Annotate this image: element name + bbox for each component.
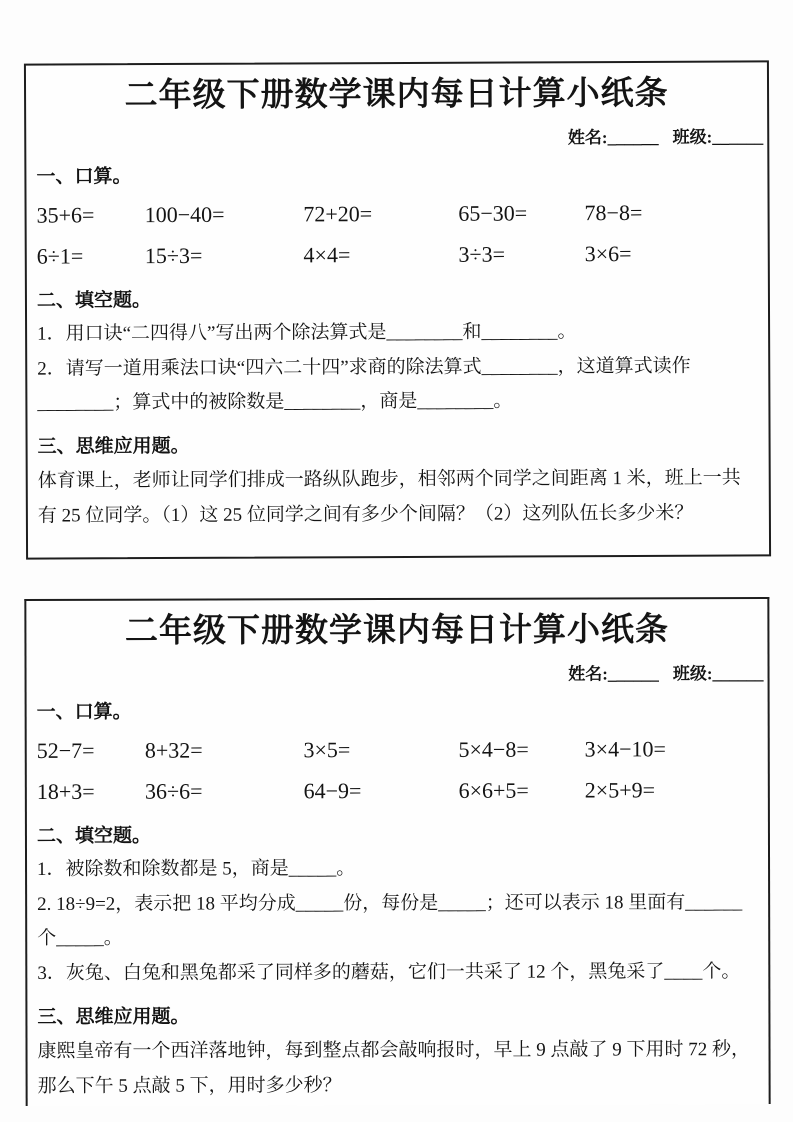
- oral-calc-item: 78−8=: [584, 199, 643, 226]
- oral-calc-item: 36÷6=: [144, 778, 203, 804]
- name-class-row: [36, 122, 763, 150]
- class-field: 班级:______: [672, 127, 764, 147]
- thinking-heading: 三、思维应用题。: [37, 435, 190, 458]
- oral-calc-row: [37, 193, 758, 233]
- name-class-row: [36, 659, 763, 686]
- oral-calc-item: 65−30=: [458, 200, 528, 226]
- oral-calc-item: 100−40=: [144, 201, 225, 228]
- oral-calc-item: 72+20=: [303, 201, 373, 227]
- worksheet-slip-2: [24, 597, 770, 1106]
- name-field: 姓名:______: [567, 127, 659, 148]
- fill-blank-heading: 二、填空题。: [36, 290, 152, 312]
- oral-calc-row: [37, 771, 758, 810]
- oral-calc-item: 8+32=: [144, 737, 203, 763]
- name-field: 姓名:______: [568, 664, 659, 684]
- fill-blank-item-1: 1．用口诀“二四得八”写出两个除法算式是________和________。: [37, 321, 577, 345]
- thinking-heading: 三、思维应用题。: [37, 1006, 190, 1028]
- oral-calc-item: 6×6+5=: [458, 777, 529, 803]
- class-field: 班级:______: [672, 664, 764, 684]
- oral-calc-item: 5×4−8=: [458, 736, 529, 762]
- fill-blank-heading: 二、填空题。: [36, 825, 152, 847]
- thinking-problem: 体育课上，老师让同学们排成一路纵队跑步，相邻两个同学之间距离 1 米，班上一共有 25 位同学。（1）这 25 位同学之间有多少个间隔？（2）这列队伍长多少米？: [37, 467, 741, 527]
- oral-calc-item: 4×4=: [303, 242, 351, 268]
- fill-blank-item-2: 2. 18÷9=2，表示把 18 平均分成_____份，每份是_____；还可以表示 18 里面有______个_____。: [37, 892, 743, 949]
- thinking-problem: 康熙皇帝有一个西洋落地钟，每到整点都会敲响报时，早上 9 点敲了 9 下用时 72 秒，那么下午 5 点敲 5 下，用时多少秒？: [37, 1039, 751, 1097]
- worksheet-title: 二年级下册数学课内每日计算小纸条: [124, 612, 669, 650]
- fill-blank-item-3: 3．灰兔、白兔和黑兔都采了同样多的蘑菇，它们一共采了 12 个，黑兔采了____个。: [37, 961, 741, 984]
- oral-calc-row: [37, 730, 758, 769]
- worksheet-title: 二年级下册数学课内每日计算小纸条: [124, 75, 669, 115]
- oral-calc-item: 6÷1=: [36, 243, 84, 269]
- oral-calc-heading: 一、口算。: [36, 701, 132, 723]
- oral-calc-item: 3÷3=: [458, 241, 506, 267]
- oral-calc-item: 15÷3=: [144, 242, 203, 269]
- oral-calc-item: 64−9=: [303, 778, 362, 804]
- fill-blank-item-1: 1．被除数和除数都是 5，商是_____。: [37, 858, 356, 880]
- oral-calc-item: 3×4−10=: [584, 736, 666, 762]
- worksheet-slip-1: [24, 60, 771, 559]
- oral-calc-item: 18+3=: [36, 778, 95, 804]
- oral-calc-item: 52−7=: [36, 737, 95, 763]
- oral-calc-row: [37, 234, 758, 274]
- oral-calc-item: 3×6=: [584, 240, 632, 267]
- oral-calc-item: 35+6=: [36, 202, 95, 228]
- oral-calc-item: 2×5+9=: [584, 777, 656, 803]
- fill-blank-item-2: 2．请写一道用乘法口诀“四六二十四”求商的除法算式________，这道算式读作________；算式中的被除数是________，商是________。: [37, 355, 691, 414]
- oral-calc-heading: 一、口算。: [36, 166, 132, 188]
- oral-calc-item: 3×5=: [303, 737, 351, 763]
